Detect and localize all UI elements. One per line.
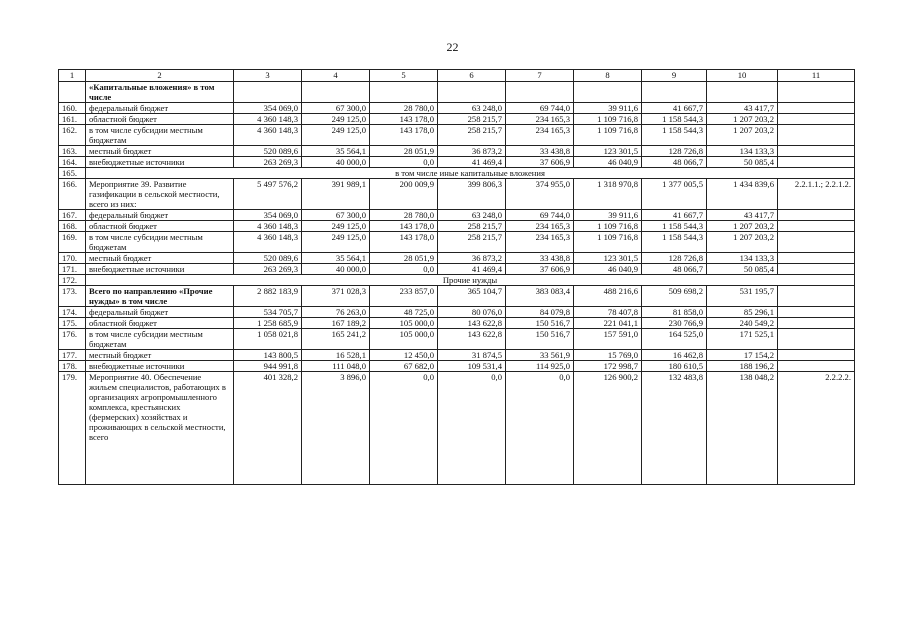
table-row: [59, 275, 855, 286]
value-cell: 258 215,7: [438, 221, 506, 232]
value-cell: 40 000,0: [302, 157, 370, 168]
value-cell: 143 178,0: [370, 114, 438, 125]
value-cell: 234 165,3: [506, 232, 574, 253]
value-cell: 33 438,8: [506, 253, 574, 264]
indicator-code: [778, 114, 855, 125]
value-cell: 354 069,0: [234, 210, 302, 221]
value-cell: 109 531,4: [438, 361, 506, 372]
value-cell: 39 911,6: [574, 210, 642, 221]
row-number: 177.: [59, 350, 86, 361]
value-cell: 150 516,7: [506, 318, 574, 329]
row-number: 169.: [59, 232, 86, 253]
value-cell: 233 857,0: [370, 286, 438, 307]
table-row: [59, 114, 855, 125]
value-cell: 16 528,1: [302, 350, 370, 361]
value-cell: [302, 82, 370, 103]
value-cell: 3 896,0: [302, 372, 370, 485]
value-cell: 67 300,0: [302, 103, 370, 114]
row-label: внебюджетные источники: [86, 157, 234, 168]
value-cell: 28 780,0: [370, 103, 438, 114]
value-cell: 172 998,7: [574, 361, 642, 372]
row-number: 174.: [59, 307, 86, 318]
row-number: 162.: [59, 125, 86, 146]
column-header: 7: [506, 70, 574, 82]
value-cell: 150 516,7: [506, 329, 574, 350]
row-label: Мероприятие 40. Обеспечение жильем специалистов, работающих в организациях агропромышленного комплекса, крестьянских (фермерских) хозяйствах и проживающих в сельской местности, всего: [86, 372, 234, 485]
section-heading: в том числе иные капитальные вложения: [86, 168, 855, 179]
table-row: [59, 179, 855, 210]
value-cell: 401 328,2: [234, 372, 302, 485]
value-cell: 111 048,0: [302, 361, 370, 372]
row-number: 161.: [59, 114, 86, 125]
value-cell: 69 744,0: [506, 210, 574, 221]
value-cell: 1 207 203,2: [707, 114, 778, 125]
table-row: [59, 350, 855, 361]
value-cell: 0,0: [506, 372, 574, 485]
row-label: федеральный бюджет: [86, 103, 234, 114]
row-number: 163.: [59, 146, 86, 157]
value-cell: 143 178,0: [370, 125, 438, 146]
row-number: 164.: [59, 157, 86, 168]
value-cell: 84 079,8: [506, 307, 574, 318]
value-cell: 67 300,0: [302, 210, 370, 221]
value-cell: 4 360 148,3: [234, 221, 302, 232]
value-cell: 180 610,5: [642, 361, 707, 372]
table-body: [59, 82, 855, 485]
value-cell: 0,0: [370, 157, 438, 168]
value-cell: 1 158 544,3: [642, 232, 707, 253]
value-cell: 80 076,0: [438, 307, 506, 318]
value-cell: 249 125,0: [302, 125, 370, 146]
value-cell: 132 483,8: [642, 372, 707, 485]
table-row: [59, 372, 855, 485]
value-cell: 165 241,2: [302, 329, 370, 350]
indicator-code: [778, 264, 855, 275]
row-label: «Капитальные вложения» в том числе: [86, 82, 234, 103]
value-cell: 28 780,0: [370, 210, 438, 221]
value-cell: [506, 82, 574, 103]
value-cell: 143 622,8: [438, 318, 506, 329]
value-cell: 143 178,0: [370, 232, 438, 253]
indicator-code: [778, 125, 855, 146]
value-cell: [642, 82, 707, 103]
value-cell: 17 154,2: [707, 350, 778, 361]
row-number: [59, 82, 86, 103]
row-number: 171.: [59, 264, 86, 275]
row-number: 175.: [59, 318, 86, 329]
value-cell: 509 698,2: [642, 286, 707, 307]
value-cell: 5 497 576,2: [234, 179, 302, 210]
table-row: [59, 210, 855, 221]
value-cell: 1 318 970,8: [574, 179, 642, 210]
value-cell: 1 158 544,3: [642, 125, 707, 146]
row-number: 170.: [59, 253, 86, 264]
table-row: [59, 264, 855, 275]
row-number: 167.: [59, 210, 86, 221]
value-cell: 365 104,7: [438, 286, 506, 307]
column-header: 2: [86, 70, 234, 82]
value-cell: 85 296,1: [707, 307, 778, 318]
value-cell: 0,0: [370, 372, 438, 485]
value-cell: 114 925,0: [506, 361, 574, 372]
value-cell: 167 189,2: [302, 318, 370, 329]
value-cell: 1 109 716,8: [574, 114, 642, 125]
value-cell: 37 606,9: [506, 157, 574, 168]
value-cell: 63 248,0: [438, 210, 506, 221]
value-cell: 126 900,2: [574, 372, 642, 485]
value-cell: 0,0: [370, 264, 438, 275]
column-header: 10: [707, 70, 778, 82]
value-cell: 35 564,1: [302, 146, 370, 157]
indicator-code: [778, 210, 855, 221]
column-header: 11: [778, 70, 855, 82]
value-cell: [574, 82, 642, 103]
value-cell: 67 682,0: [370, 361, 438, 372]
indicator-code: [778, 350, 855, 361]
value-cell: 258 215,7: [438, 125, 506, 146]
value-cell: 1 258 685,9: [234, 318, 302, 329]
value-cell: 2 882 183,9: [234, 286, 302, 307]
value-cell: 12 450,0: [370, 350, 438, 361]
value-cell: 36 873,2: [438, 253, 506, 264]
value-cell: 50 085,4: [707, 157, 778, 168]
header-row: [59, 70, 855, 82]
value-cell: 28 051,9: [370, 253, 438, 264]
value-cell: 33 561,9: [506, 350, 574, 361]
table-row: [59, 82, 855, 103]
indicator-code: [778, 361, 855, 372]
column-header: 3: [234, 70, 302, 82]
row-number: 179.: [59, 372, 86, 485]
row-label: в том числе субсидии местным бюджетам: [86, 125, 234, 146]
row-label: местный бюджет: [86, 146, 234, 157]
value-cell: 35 564,1: [302, 253, 370, 264]
table-row: [59, 232, 855, 253]
value-cell: 33 438,8: [506, 146, 574, 157]
indicator-code: [778, 318, 855, 329]
table-row: [59, 318, 855, 329]
value-cell: 43 417,7: [707, 210, 778, 221]
row-label: областной бюджет: [86, 318, 234, 329]
value-cell: [707, 82, 778, 103]
value-cell: 143 800,5: [234, 350, 302, 361]
row-label: внебюджетные источники: [86, 361, 234, 372]
value-cell: 138 048,2: [707, 372, 778, 485]
row-number: 160.: [59, 103, 86, 114]
column-header: 6: [438, 70, 506, 82]
value-cell: 28 051,9: [370, 146, 438, 157]
value-cell: [234, 82, 302, 103]
value-cell: 48 066,7: [642, 264, 707, 275]
value-cell: 488 216,6: [574, 286, 642, 307]
value-cell: 41 469,4: [438, 264, 506, 275]
value-cell: [438, 82, 506, 103]
table-row: [59, 307, 855, 318]
value-cell: 16 462,8: [642, 350, 707, 361]
value-cell: 1 109 716,8: [574, 125, 642, 146]
value-cell: 383 083,4: [506, 286, 574, 307]
indicator-code: [778, 82, 855, 103]
value-cell: 48 066,7: [642, 157, 707, 168]
value-cell: 43 417,7: [707, 103, 778, 114]
table-row: [59, 168, 855, 179]
row-number: 168.: [59, 221, 86, 232]
value-cell: 40 000,0: [302, 264, 370, 275]
column-header: 9: [642, 70, 707, 82]
value-cell: 234 165,3: [506, 221, 574, 232]
row-label: внебюджетные источники: [86, 264, 234, 275]
value-cell: 1 207 203,2: [707, 125, 778, 146]
value-cell: 230 766,9: [642, 318, 707, 329]
budget-table: [58, 69, 855, 485]
table-row: [59, 253, 855, 264]
column-header: 5: [370, 70, 438, 82]
row-number: 176.: [59, 329, 86, 350]
value-cell: 374 955,0: [506, 179, 574, 210]
value-cell: 63 248,0: [438, 103, 506, 114]
value-cell: 171 525,1: [707, 329, 778, 350]
value-cell: 520 089,6: [234, 253, 302, 264]
row-number: 172.: [59, 275, 86, 286]
table-row: [59, 286, 855, 307]
indicator-code: [778, 221, 855, 232]
table-row: [59, 361, 855, 372]
value-cell: [370, 82, 438, 103]
value-cell: 46 040,9: [574, 157, 642, 168]
row-number: 165.: [59, 168, 86, 179]
table-row: [59, 103, 855, 114]
row-label: местный бюджет: [86, 350, 234, 361]
value-cell: 105 000,0: [370, 318, 438, 329]
value-cell: 37 606,9: [506, 264, 574, 275]
row-number: 166.: [59, 179, 86, 210]
value-cell: 263 269,3: [234, 157, 302, 168]
value-cell: 240 549,2: [707, 318, 778, 329]
page-number: 22: [446, 40, 459, 54]
value-cell: 39 911,6: [574, 103, 642, 114]
row-label: местный бюджет: [86, 253, 234, 264]
value-cell: 1 158 544,3: [642, 114, 707, 125]
column-header: 8: [574, 70, 642, 82]
value-cell: 128 726,8: [642, 253, 707, 264]
value-cell: 1 058 021,8: [234, 329, 302, 350]
value-cell: 200 009,9: [370, 179, 438, 210]
value-cell: 15 769,0: [574, 350, 642, 361]
indicator-code: [778, 307, 855, 318]
column-header: 1: [59, 70, 86, 82]
indicator-code: 2.2.1.1.; 2.2.1.2.: [778, 179, 855, 210]
indicator-code: 2.2.2.2.: [778, 372, 855, 485]
row-label: в том числе субсидии местным бюджетам: [86, 232, 234, 253]
value-cell: 31 874,5: [438, 350, 506, 361]
value-cell: 258 215,7: [438, 114, 506, 125]
value-cell: 46 040,9: [574, 264, 642, 275]
value-cell: 164 525,0: [642, 329, 707, 350]
table-row: [59, 157, 855, 168]
value-cell: 41 667,7: [642, 210, 707, 221]
indicator-code: [778, 329, 855, 350]
value-cell: 249 125,0: [302, 114, 370, 125]
value-cell: 0,0: [438, 372, 506, 485]
value-cell: 391 989,1: [302, 179, 370, 210]
indicator-code: [778, 157, 855, 168]
row-number: 178.: [59, 361, 86, 372]
value-cell: 143 622,8: [438, 329, 506, 350]
value-cell: 188 196,2: [707, 361, 778, 372]
value-cell: 123 301,5: [574, 146, 642, 157]
value-cell: 123 301,5: [574, 253, 642, 264]
value-cell: 263 269,3: [234, 264, 302, 275]
value-cell: 249 125,0: [302, 221, 370, 232]
indicator-code: [778, 232, 855, 253]
value-cell: 1 158 544,3: [642, 221, 707, 232]
row-label: федеральный бюджет: [86, 307, 234, 318]
value-cell: 81 858,0: [642, 307, 707, 318]
indicator-code: [778, 286, 855, 307]
value-cell: 41 469,4: [438, 157, 506, 168]
value-cell: 354 069,0: [234, 103, 302, 114]
value-cell: 944 991,8: [234, 361, 302, 372]
column-header: 4: [302, 70, 370, 82]
indicator-code: [778, 253, 855, 264]
value-cell: 4 360 148,3: [234, 125, 302, 146]
value-cell: 1 434 839,6: [707, 179, 778, 210]
row-label: Мероприятие 39. Развитие газификации в сельской местности, всего из них:: [86, 179, 234, 210]
value-cell: 134 133,3: [707, 253, 778, 264]
value-cell: 78 407,8: [574, 307, 642, 318]
value-cell: 399 806,3: [438, 179, 506, 210]
table-row: [59, 125, 855, 146]
indicator-code: [778, 146, 855, 157]
value-cell: 1 109 716,8: [574, 232, 642, 253]
value-cell: 36 873,2: [438, 146, 506, 157]
value-cell: 1 377 005,5: [642, 179, 707, 210]
value-cell: 41 667,7: [642, 103, 707, 114]
value-cell: 234 165,3: [506, 114, 574, 125]
row-label: в том числе субсидии местным бюджетам: [86, 329, 234, 350]
indicator-code: [778, 103, 855, 114]
value-cell: 50 085,4: [707, 264, 778, 275]
value-cell: 143 178,0: [370, 221, 438, 232]
section-heading: Прочие нужды: [86, 275, 855, 286]
row-label: областной бюджет: [86, 114, 234, 125]
value-cell: 1 207 203,2: [707, 232, 778, 253]
table-row: [59, 329, 855, 350]
row-label: областной бюджет: [86, 221, 234, 232]
value-cell: 128 726,8: [642, 146, 707, 157]
value-cell: 531 195,7: [707, 286, 778, 307]
value-cell: 4 360 148,3: [234, 114, 302, 125]
value-cell: 258 215,7: [438, 232, 506, 253]
row-label: Всего по направлению «Прочие нужды» в том числе: [86, 286, 234, 307]
value-cell: 4 360 148,3: [234, 232, 302, 253]
value-cell: 371 028,3: [302, 286, 370, 307]
value-cell: 48 725,0: [370, 307, 438, 318]
value-cell: 76 263,0: [302, 307, 370, 318]
value-cell: 69 744,0: [506, 103, 574, 114]
row-number: 173.: [59, 286, 86, 307]
row-label: федеральный бюджет: [86, 210, 234, 221]
value-cell: 105 000,0: [370, 329, 438, 350]
value-cell: 234 165,3: [506, 125, 574, 146]
value-cell: 534 705,7: [234, 307, 302, 318]
value-cell: 249 125,0: [302, 232, 370, 253]
value-cell: 221 041,1: [574, 318, 642, 329]
value-cell: 1 109 716,8: [574, 221, 642, 232]
value-cell: 1 207 203,2: [707, 221, 778, 232]
table-row: [59, 146, 855, 157]
value-cell: 157 591,0: [574, 329, 642, 350]
value-cell: 520 089,6: [234, 146, 302, 157]
table-row: [59, 221, 855, 232]
value-cell: 134 133,3: [707, 146, 778, 157]
